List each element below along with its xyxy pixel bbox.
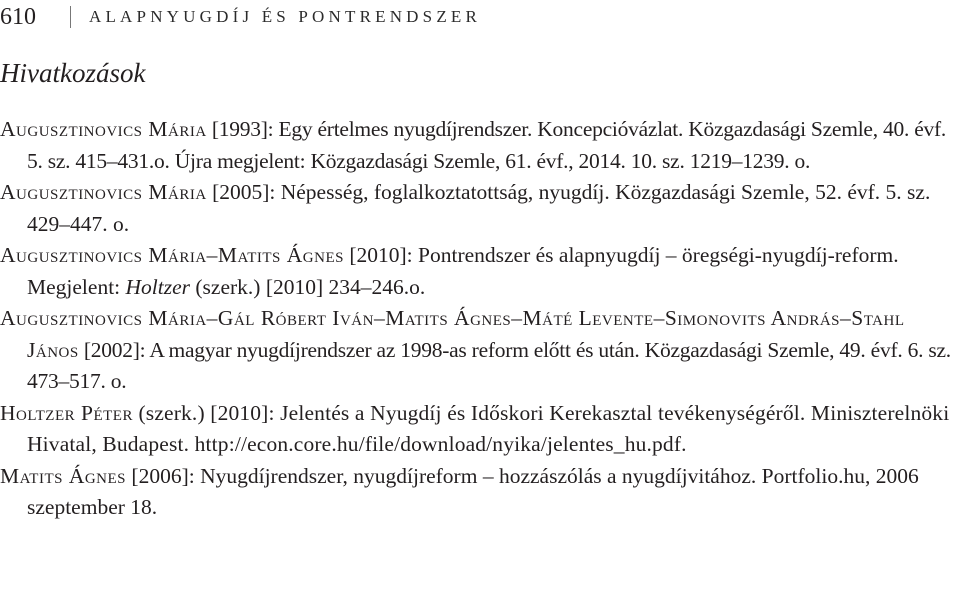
page-number: 610: [0, 3, 36, 30]
reference-entry: [0, 240, 958, 303]
reference-authors: Holtzer Péter: [0, 400, 133, 425]
running-title: ALAPNYUGDÍJ ÉS PONTRENDSZER: [89, 7, 482, 26]
reference-authors: Augusztinovics Mária: [0, 180, 207, 204]
reference-list: [0, 114, 958, 524]
reference-authors: Matits Ágnes: [0, 463, 127, 488]
reference-text: [2010]: Pontrendszer és alapnyugdíj – öregségi-nyugdíj-reform. Megjelent:: [27, 243, 899, 299]
reference-text: (szerk.) [2010] 234–246.o.: [190, 274, 426, 299]
reference-text: (szerk.) [2010]: Jelentés a Nyugdíj és Időskori Kerekasztal tevékenységéről. Miniszterelnöki Hivatal, Budapest. http://econ.core.hu/file/download/nyika/jelentes_hu.pdf.: [27, 400, 950, 456]
section-title: Hivatkozások: [0, 58, 146, 88]
reference-text: [2005]: Népesség, foglalkoztatottság, nyugdíj. Közgazdasági Szemle, 52. évf. 5. sz. 429–447. o.: [27, 180, 931, 236]
reference-entry: [0, 114, 958, 177]
header-separator: [70, 6, 71, 28]
running-header: [0, 1, 481, 33]
reference-entry: [0, 177, 958, 240]
reference-text: [2002]: A magyar nyugdíjrendszer az 1998-as reform előtt és után. Közgazdasági Szemle, 49. évf. 6. sz. 473–517. o.: [27, 337, 951, 393]
reference-text: [2006]: Nyugdíjrendszer, nyugdíjreform – hozzászólás a nyugdíjvitához. Portfolio.hu, 2006 szeptember 18.: [27, 463, 919, 519]
reference-entry: [0, 398, 958, 461]
reference-authors: Augusztinovics Mária: [0, 117, 207, 141]
reference-authors: Augusztinovics Mária–Gál Róbert Iván–Matits Ágnes–Máté Levente–Simonovits András–Stahl János: [0, 306, 905, 362]
reference-entry: [0, 303, 958, 398]
reference-authors: Augusztinovics Mária–Matits Ágnes: [0, 243, 344, 267]
reference-italic-text: Holtzer: [125, 274, 191, 299]
reference-text: [1993]: Egy értelmes nyugdíjrendszer. Koncepcióvázlat. Közgazdasági Szemle, 40. évf. 5. sz. 415–431.o. Újra megjelent: Közgazdasági Szemle, 61. évf., 2014. 10. sz. 1219–1239. o.: [27, 117, 947, 173]
reference-entry: [0, 461, 958, 524]
